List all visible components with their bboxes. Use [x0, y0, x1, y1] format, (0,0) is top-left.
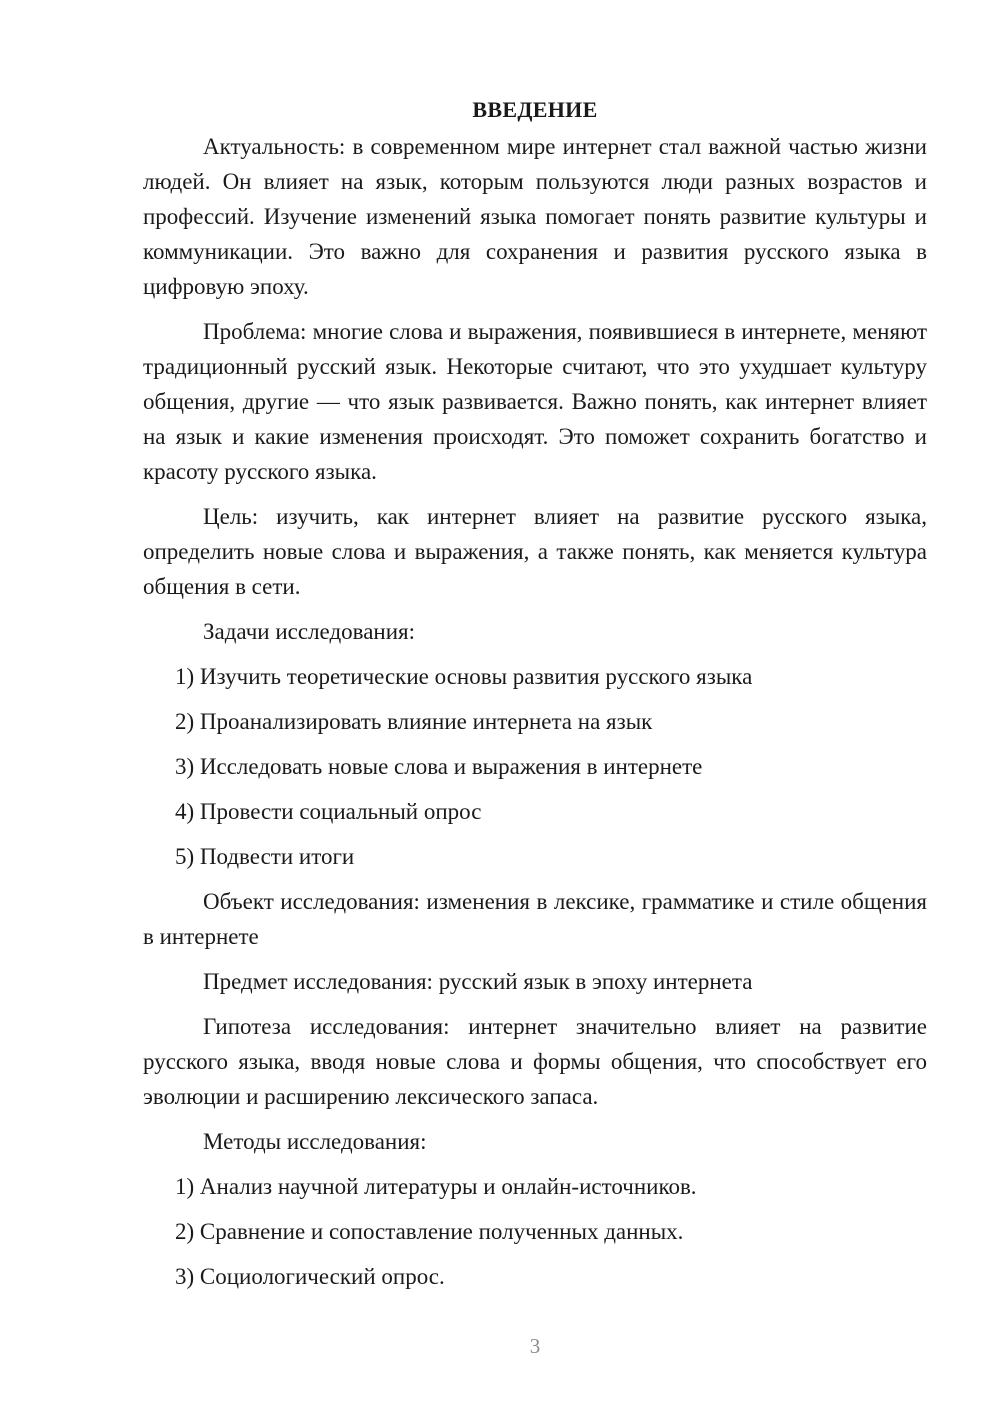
task-item: 4) Провести социальный опрос	[175, 799, 482, 824]
relevance-paragraph: Актуальность: в современном мире интернет стал важной частью жизни людей. Он влияет на язык, которым пользуются люди разных возрастов и профессий. Изучение изменений языка помогает понять развитие культуры и коммуникации. Это важно для сохранения и развития русского языка в цифровую эпоху.	[143, 134, 927, 299]
task-item: 2) Проанализировать влияние интернета на язык	[175, 709, 653, 734]
task-item: 5) Подвести итоги	[175, 844, 355, 869]
methods-heading: Методы исследования:	[203, 1129, 427, 1154]
tasks-list	[143, 659, 927, 874]
hypothesis-paragraph: Гипотеза исследования: интернет значительно влияет на развитие русского языка, вводя новые слова и формы общения, что способствует его эволюции и расширению лексического запаса.	[143, 1014, 927, 1109]
task-item: 3) Исследовать новые слова и выражения в интернете	[175, 754, 703, 779]
subject-paragraph: Предмет исследования: русский язык в эпоху интернета	[203, 969, 753, 994]
method-item: 1) Анализ научной литературы и онлайн-источников.	[175, 1174, 697, 1199]
method-item: 3) Социологический опрос.	[175, 1264, 445, 1289]
tasks-heading: Задачи исследования:	[203, 619, 416, 644]
method-item: 2) Сравнение и сопоставление полученных данных.	[175, 1219, 684, 1244]
object-paragraph: Объект исследования: изменения в лексике, грамматике и стиле общения в интернете	[143, 889, 927, 949]
methods-list	[143, 1169, 927, 1294]
page-content	[143, 92, 927, 1304]
goal-paragraph: Цель: изучить, как интернет влияет на развитие русского языка, определить новые слова и выражения, а также понять, как меняется культура общения в сети.	[143, 504, 927, 599]
section-title: ВВЕДЕНИЕ	[472, 97, 598, 122]
task-item: 1) Изучить теоретические основы развития русского языка	[175, 664, 753, 689]
problem-paragraph: Проблема: многие слова и выражения, появившиеся в интернете, меняют традиционный русский язык. Некоторые считают, что это ухудшает культуру общения, другие — что язык развивается. Важно понять, как интернет влияет на язык и какие изменения происходят. Это поможет сохранить богатство и красоту русского языка.	[143, 319, 927, 484]
page-number: 3	[529, 1334, 541, 1358]
